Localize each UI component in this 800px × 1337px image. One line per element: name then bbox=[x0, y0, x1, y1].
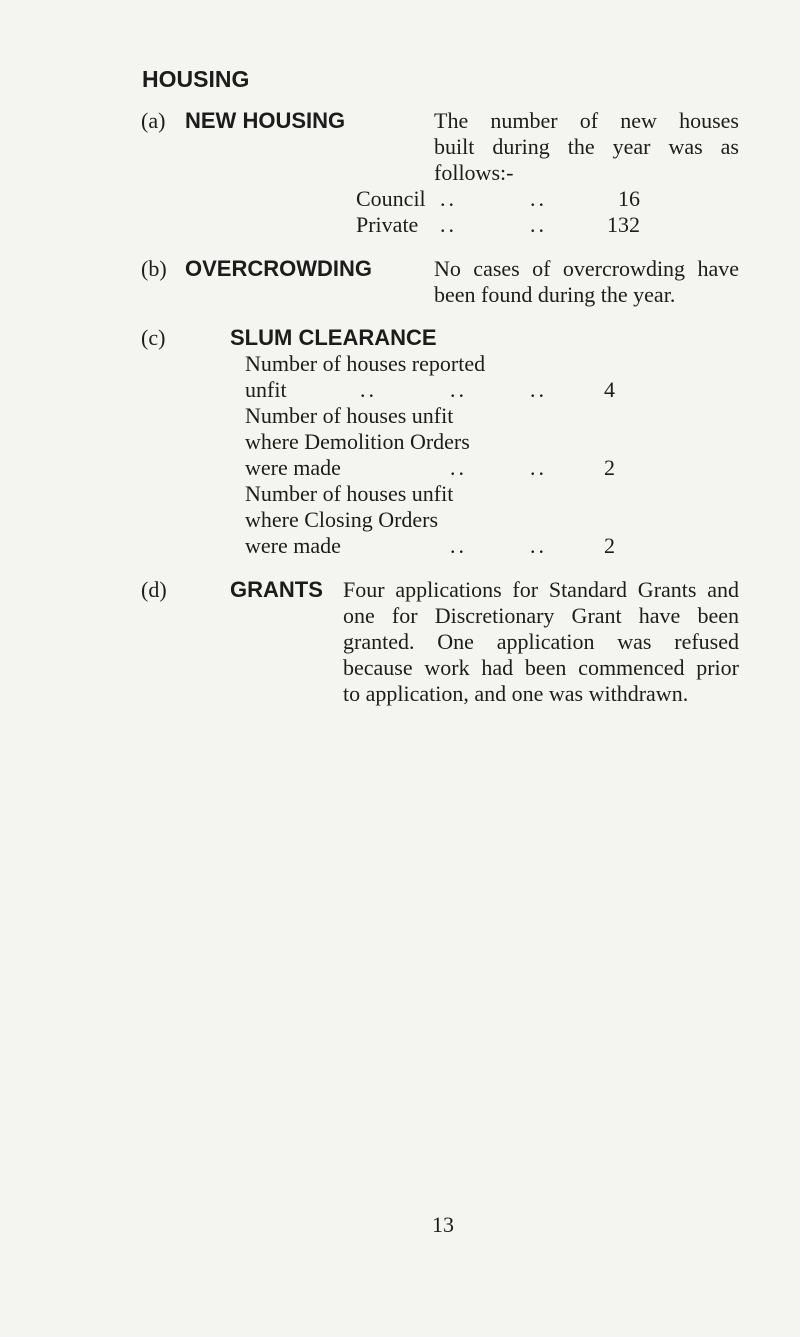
page-number: 13 bbox=[432, 1212, 454, 1237]
body-line: granted. One application was refused bbox=[343, 629, 739, 654]
item-line: Number of houses reported bbox=[245, 351, 486, 376]
section-letter: (c) bbox=[141, 325, 166, 350]
item-value: 2 bbox=[604, 455, 615, 480]
section-heading: NEW HOUSING bbox=[185, 108, 346, 133]
item-line: Number of houses unfit bbox=[245, 403, 454, 428]
section-heading: SLUM CLEARANCE bbox=[230, 325, 437, 350]
body-line: been found during the year. bbox=[434, 282, 676, 307]
dot-leader: .. bbox=[450, 377, 467, 402]
section-letter: (a) bbox=[141, 108, 166, 133]
dot-leader: .. bbox=[360, 377, 377, 402]
body-line: one for Discretionary Grant have been bbox=[343, 603, 739, 628]
item-line: were made bbox=[245, 455, 341, 480]
intro-line: The number of new houses bbox=[434, 108, 739, 133]
body-line: No cases of overcrowding have bbox=[434, 256, 739, 281]
item-line: unfit bbox=[245, 377, 287, 402]
item-line: where Demolition Orders bbox=[245, 429, 470, 454]
section-letter: (b) bbox=[141, 256, 167, 281]
body-line: Four applications for Standard Grants and bbox=[343, 577, 739, 602]
dot-leader: .. bbox=[440, 212, 457, 237]
dot-leader: .. bbox=[530, 212, 547, 237]
intro-line: follows:- bbox=[434, 160, 514, 185]
row-label-council: Council bbox=[356, 186, 426, 211]
dot-leader: .. bbox=[530, 377, 547, 402]
dot-leader: .. bbox=[530, 455, 547, 480]
dot-leader: .. bbox=[450, 533, 467, 558]
dot-leader: .. bbox=[450, 455, 467, 480]
section-heading: OVERCROWDING bbox=[185, 256, 372, 281]
row-value-private: 132 bbox=[607, 212, 640, 237]
item-value: 2 bbox=[604, 533, 615, 558]
row-value-council: 16 bbox=[618, 186, 640, 211]
item-line: where Closing Orders bbox=[245, 507, 439, 532]
intro-line: built during the year was as bbox=[434, 134, 739, 159]
item-value: 4 bbox=[604, 377, 615, 402]
dot-leader: .. bbox=[530, 186, 547, 211]
item-line: were made bbox=[245, 533, 341, 558]
dot-leader: .. bbox=[440, 186, 457, 211]
dot-leader: .. bbox=[530, 533, 547, 558]
page-title: HOUSING bbox=[142, 66, 250, 92]
body-line: because work had been commenced prior bbox=[343, 655, 739, 680]
body-line: to application, and one was withdrawn. bbox=[343, 681, 689, 706]
row-label-private: Private bbox=[356, 212, 419, 237]
section-heading: GRANTS bbox=[230, 577, 323, 602]
item-line: Number of houses unfit bbox=[245, 481, 454, 506]
section-letter: (d) bbox=[141, 577, 167, 602]
